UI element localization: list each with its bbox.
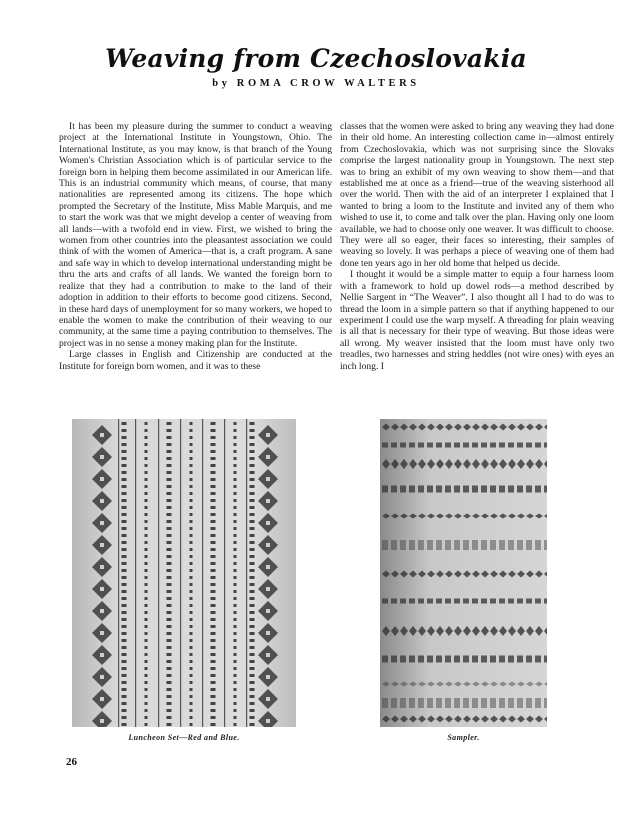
luncheon-set-photo — [72, 419, 296, 727]
paragraph: Large classes in English and Citizenship are conducted at the Institute for foreign born women, and it was to these — [59, 349, 332, 372]
page-number: 26 — [66, 756, 77, 768]
paragraph: classes that the women were asked to bring any weaving they had done in their old home. An interesting collection came in—almost entirely from Czechoslovakia, which was not surprising since the Slovaks comprise the largest nationality group in Youngstown. The next step was to bring an exhibit of my own weaving to show them—and that established me at once as a friend—true of the weaving sisterhood all over the world. Then with the aid of an interpreter I explained that I wanted to bring a loom to the Institute and invited any of them who wished to use it, to come and talk over the plan. Having only one loom available, we had to choose only one weaver. It was difficult to choose. They were all so eager, their faces so interesting, their samples of weaving so lovely. It was perhaps a piece of weaving one of them had done ten years ago in her old home that helped us decide. — [340, 121, 614, 269]
paragraph: It has been my pleasure during the summer to conduct a weaving project at the International Institute in Youngstown, Ohio. The International Institute, as you may know, is that branch of the Young Women's Christian Association which is of particular service to the foreign born in helping them become assimilated in our American life. This is an industrial community which means, of course, that many nationalities are represented among its citizens. The hope which prompted the Secretary of the Institute, Miss Mable Marquis, and me to start the work was that we might develop a center of weaving from all lands—with a twofold end in view. First, we wished to bring the women from other countries into the pleasantest association we could think of with the women of America—that is, a craft program. A sane and safe way in which to develop international understanding might be thru the arts and crafts of all lands. We wanted the foreign born to realize that they had a contribution to make to the land of their adoption in addition to their efforts to become good citizens. Second, in these hard days of unemployment for so many workers, we hoped to enable the women to make the contribution of their weaving to our community, at the same time a paying contribution to themselves. The project was in no sense a money making plan for the Institute. — [59, 121, 332, 349]
text-column-right — [340, 121, 614, 372]
text-column-left — [59, 121, 332, 372]
article-title: Weaving from Czechoslovakia — [105, 44, 527, 73]
figure-caption: Sampler. — [447, 733, 480, 742]
figure-caption: Luncheon Set—Red and Blue. — [128, 733, 240, 742]
article-byline: by ROMA CROW WALTERS — [212, 78, 420, 89]
sampler-photo — [380, 419, 547, 727]
paragraph: I thought it would be a simple matter to equip a four harness loom with a framework to hold up dowel rods—a method described by Nellie Sargent in “The Weaver”. I also thought all I had to do was to thread the loom in a simple pattern so that if anything happened to our experiment I could use the warp myself. A threading for plain weaving is all that is necessary for their type of weaving. But those ideas were all wrong. My weaver insisted that the loom must have only two treadles, two harnesses and string heddles (not wire ones) with eyes an inch long. I — [340, 269, 614, 372]
